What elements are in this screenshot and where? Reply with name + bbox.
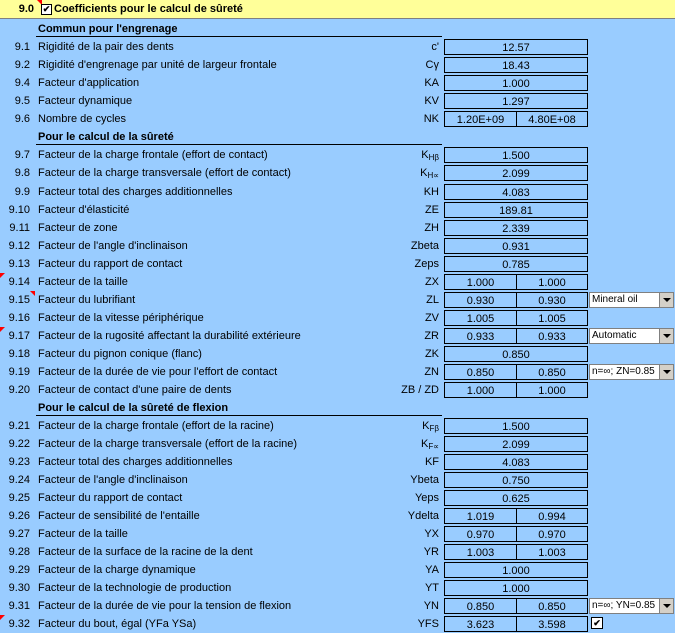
row-number: 9.14 — [8, 276, 30, 288]
value-cell[interactable]: 0.850 — [444, 346, 588, 362]
row-number: 9.12 — [8, 240, 30, 252]
row-label: Facteur du bout, égal (YFa YSa) — [38, 618, 197, 630]
value-cell-pinion[interactable]: 0.930 — [444, 292, 517, 308]
row-label: Nombre de cycles — [38, 113, 127, 125]
table-row — [0, 579, 675, 597]
row-symbol: KA — [424, 77, 439, 89]
value-cell-pinion[interactable]: 1.000 — [444, 274, 517, 290]
row-number: 9.9 — [14, 186, 30, 198]
value-cell[interactable]: 4.083 — [444, 184, 588, 200]
row-symbol: Zbeta — [410, 240, 439, 252]
row-number: 9.15 — [8, 294, 30, 306]
value-cell-pinion[interactable]: 0.850 — [444, 364, 517, 380]
row-number: 9.18 — [8, 348, 30, 360]
row-number: 9.31 — [8, 600, 30, 612]
row-label: Rigidité d'engrenage par unité de largeur frontale — [38, 59, 277, 71]
value-cell-gear[interactable]: 1.000 — [516, 382, 588, 398]
value-cell[interactable]: 0.750 — [444, 472, 588, 488]
value-cell-pinion[interactable]: 0.970 — [444, 526, 517, 542]
row-label: Rigidité de la pair des dents — [38, 41, 174, 53]
value-cell-gear[interactable]: 0.850 — [516, 598, 588, 614]
table-row — [0, 309, 675, 327]
row-symbol: $K_{H\beta}$ — [421, 149, 439, 162]
table-row — [0, 255, 675, 273]
row-label: Facteur du rapport de contact — [38, 258, 183, 270]
row-symbol: ZH — [424, 222, 439, 234]
row-label: Facteur de la surface de la racine de la dent — [38, 546, 253, 558]
row-label: Facteur total des charges additionnelles — [38, 186, 233, 198]
row-label: Facteur du rapport de contact — [38, 492, 183, 504]
value-cell[interactable]: 1.500 — [444, 147, 588, 163]
row-symbol: ZL — [426, 294, 439, 306]
row-label: Facteur du pignon conique (flanc) — [38, 348, 202, 360]
value-cell-gear[interactable]: 1.000 — [516, 274, 588, 290]
row-label: Facteur de sensibilité de l'entaille — [38, 510, 200, 522]
table-row — [0, 543, 675, 561]
value-cell-gear[interactable]: 1.005 — [516, 310, 588, 326]
row-label: Facteur de la charge frontale (effort de la racine) — [38, 420, 274, 432]
divider — [36, 144, 442, 145]
row-symbol: KF — [424, 456, 439, 468]
row-symbol: YA — [425, 564, 439, 576]
lubricant-select[interactable]: Mineral oil — [589, 292, 674, 308]
row-symbol: Cγ — [425, 59, 439, 71]
table-row — [0, 164, 675, 182]
table-row — [0, 435, 675, 453]
tip-factor-checkbox[interactable]: ✔ — [591, 617, 603, 629]
row-label: Facteur de la rugosité affectant la durabilité extérieure — [38, 330, 301, 342]
value-cell[interactable]: 0.625 — [444, 490, 588, 506]
table-row — [0, 38, 675, 56]
row-label: Facteur d'élasticité — [38, 204, 130, 216]
section-heading: Commun pour l'engrenage — [38, 23, 178, 35]
value-cell[interactable]: 18.43 — [444, 57, 588, 73]
row-symbol: ZR — [424, 330, 439, 342]
roughness-select[interactable]: Automatic — [589, 328, 674, 344]
row-number: 9.2 — [14, 59, 30, 71]
value-cell[interactable]: 1.000 — [444, 580, 588, 596]
row-symbol: Zeps — [414, 258, 439, 270]
comment-marker — [30, 291, 35, 296]
row-number: 9.13 — [8, 258, 30, 270]
row-number: 9.16 — [8, 312, 30, 324]
row-label: Facteur de la charge transversale (effort de contact) — [38, 167, 291, 179]
row-symbol: NK — [423, 113, 439, 125]
row-number: 9.19 — [8, 366, 30, 378]
chevron-down-icon[interactable] — [659, 293, 673, 307]
row-number: 9.17 — [8, 330, 30, 342]
value-cell[interactable]: 1.297 — [444, 93, 588, 109]
row-number: 9.21 — [8, 420, 30, 432]
table-row — [0, 561, 675, 579]
value-cell-pinion[interactable]: 1.003 — [444, 544, 517, 560]
section-number: 9.0 — [18, 3, 34, 15]
table-row — [0, 201, 675, 219]
section-heading-common — [0, 20, 675, 38]
row-label: Facteur de la durée de vie pour l'effort de contact — [38, 366, 278, 378]
row-symbol: YT — [424, 582, 439, 594]
table-row — [0, 92, 675, 110]
row-number: 9.5 — [14, 95, 30, 107]
row-label: Facteur total des charges additionnelles — [38, 456, 233, 468]
row-number: 9.20 — [8, 384, 30, 396]
table-row — [0, 615, 675, 633]
value-cell-pinion[interactable]: 1.20E+09 — [444, 111, 517, 127]
row-label: Facteur de l'angle d'inclinaison — [38, 474, 188, 486]
table-row — [0, 363, 675, 381]
value-cell[interactable]: 1.000 — [444, 75, 588, 91]
row-number: 9.29 — [8, 564, 30, 576]
row-number: 9.25 — [8, 492, 30, 504]
table-row — [0, 453, 675, 471]
row-label: Facteur de la taille — [38, 528, 128, 540]
section-heading-bending — [0, 399, 675, 417]
value-cell[interactable]: 4.083 — [444, 454, 588, 470]
chevron-down-icon[interactable] — [659, 365, 673, 379]
row-symbol: ZB / ZD — [401, 384, 439, 396]
table-row — [0, 327, 675, 345]
row-symbol: $K_{F\beta}$ — [422, 420, 439, 433]
row-symbol: KV — [424, 95, 439, 107]
value-cell-gear[interactable]: 0.933 — [516, 328, 588, 344]
value-cell-gear[interactable]: 0.850 — [516, 364, 588, 380]
row-label: Facteur dynamique — [38, 95, 133, 107]
row-label: Facteur de contact d'une paire de dents — [38, 384, 232, 396]
table-row — [0, 219, 675, 237]
value-cell-gear[interactable]: 4.80E+08 — [516, 111, 588, 127]
value-cell[interactable]: 0.931 — [444, 238, 588, 254]
value-cell[interactable]: 2.099 — [444, 165, 588, 181]
table-row — [0, 381, 675, 399]
table-row — [0, 273, 675, 291]
row-symbol: Yeps — [414, 492, 439, 504]
row-label: Facteur de la charge transversale (effort de la racine) — [38, 438, 298, 450]
value-cell[interactable]: 1.500 — [444, 418, 588, 434]
row-symbol: $K_{H\propto}$ — [420, 167, 439, 180]
row-number: 9.32 — [8, 618, 30, 630]
value-cell-gear[interactable]: 1.003 — [516, 544, 588, 560]
table-row — [0, 507, 675, 525]
row-label: Facteur de la vitesse périphérique — [38, 312, 204, 324]
table-row — [0, 237, 675, 255]
value-cell[interactable]: 189.81 — [444, 202, 588, 218]
row-number: 9.6 — [14, 113, 30, 125]
value-cell[interactable]: 1.000 — [444, 562, 588, 578]
table-row — [0, 291, 675, 309]
row-symbol: YR — [423, 546, 439, 558]
value-cell-gear[interactable]: 3.598 — [516, 616, 588, 632]
section-checkbox[interactable]: ✔ — [42, 4, 51, 14]
table-row — [0, 525, 675, 543]
divider — [36, 36, 442, 37]
row-symbol: ZN — [424, 366, 439, 378]
table-row — [0, 417, 675, 435]
chevron-down-icon[interactable] — [659, 599, 673, 613]
row-symbol: ZK — [424, 348, 439, 360]
row-number: 9.26 — [8, 510, 30, 522]
row-number: 9.8 — [14, 167, 30, 179]
chevron-down-icon[interactable] — [659, 329, 673, 343]
row-number: 9.24 — [8, 474, 30, 486]
value-cell[interactable]: 12.57 — [444, 39, 588, 55]
value-cell-pinion[interactable]: 3.623 — [444, 616, 517, 632]
table-row — [0, 74, 675, 92]
row-label: Facteur de la taille — [38, 276, 128, 288]
table-row — [0, 489, 675, 507]
table-row — [0, 146, 675, 164]
table-row — [0, 110, 675, 128]
value-cell[interactable]: 2.339 — [444, 220, 588, 236]
row-label: Facteur de la charge dynamique — [38, 564, 196, 576]
table-row — [0, 471, 675, 489]
row-number: 9.7 — [14, 149, 30, 161]
row-symbol: YN — [423, 600, 439, 612]
row-number: 9.10 — [8, 204, 30, 216]
row-symbol: Ydelta — [407, 510, 439, 522]
row-number: 9.1 — [14, 41, 30, 53]
divider — [36, 415, 442, 416]
row-symbol: YX — [424, 528, 439, 540]
row-symbol: ZV — [424, 312, 439, 324]
life-factor-yn-select[interactable]: n=∞; YN=0.85 — [589, 598, 674, 614]
value-cell-pinion[interactable]: 1.019 — [444, 508, 517, 524]
value-cell-gear[interactable]: 0.930 — [516, 292, 588, 308]
row-number: 9.22 — [8, 438, 30, 450]
value-cell-pinion[interactable]: 0.850 — [444, 598, 517, 614]
row-symbol: ZE — [424, 204, 439, 216]
table-row — [0, 597, 675, 615]
value-cell-pinion[interactable]: 1.000 — [444, 382, 517, 398]
row-label: Facteur du lubrifiant — [38, 294, 136, 306]
row-number: 9.4 — [14, 77, 30, 89]
table-row — [0, 345, 675, 363]
row-symbol: Ybeta — [410, 474, 439, 486]
value-cell[interactable]: 0.785 — [444, 256, 588, 272]
section-title: Coefficients pour le calcul de sûreté — [54, 3, 243, 15]
row-label: Facteur de l'angle d'inclinaison — [38, 240, 188, 252]
table-row — [0, 56, 675, 74]
row-number: 9.23 — [8, 456, 30, 468]
row-symbol: $K_{F\propto}$ — [421, 438, 439, 451]
section-heading-safety — [0, 128, 675, 146]
row-label: Facteur de la technologie de production — [38, 582, 232, 594]
section-heading: Pour le calcul de la sûreté de flexion — [38, 402, 229, 414]
row-number: 9.27 — [8, 528, 30, 540]
row-symbol: KH — [423, 186, 439, 198]
value-cell-pinion[interactable]: 1.005 — [444, 310, 517, 326]
row-symbol: c' — [431, 41, 439, 53]
life-factor-zn-select[interactable]: n=∞; ZN=0.85 — [589, 364, 674, 380]
row-number: 9.28 — [8, 546, 30, 558]
row-number: 9.30 — [8, 582, 30, 594]
value-cell-gear[interactable]: 0.970 — [516, 526, 588, 542]
value-cell[interactable]: 2.099 — [444, 436, 588, 452]
value-cell-gear[interactable]: 0.994 — [516, 508, 588, 524]
row-label: Facteur de la charge frontale (effort de contact) — [38, 149, 268, 161]
row-label: Facteur d'application — [38, 77, 140, 89]
row-label: Facteur de zone — [38, 222, 118, 234]
section-heading: Pour le calcul de la sûreté — [38, 131, 174, 143]
section-header — [0, 0, 675, 19]
row-symbol: YFS — [417, 618, 439, 630]
row-symbol: ZX — [424, 276, 439, 288]
table-row — [0, 183, 675, 201]
row-label: Facteur de la durée de vie pour la tension de flexion — [38, 600, 292, 612]
row-number: 9.11 — [9, 222, 30, 234]
value-cell-pinion[interactable]: 0.933 — [444, 328, 517, 344]
